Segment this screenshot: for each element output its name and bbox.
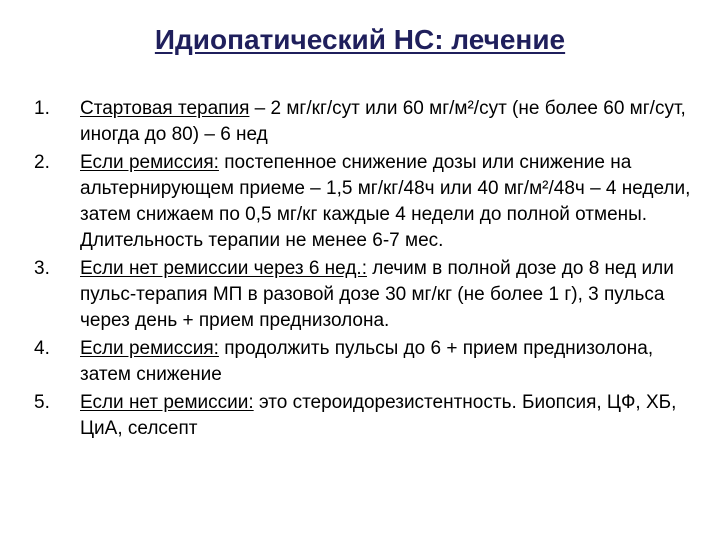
page-title xyxy=(0,24,720,56)
treatment-list xyxy=(34,96,694,444)
item-body xyxy=(80,390,694,442)
item-body xyxy=(80,256,694,334)
list-item xyxy=(34,336,694,388)
item-lead: Стартовая терапия xyxy=(80,98,250,119)
item-body xyxy=(80,150,694,254)
item-number: 5. xyxy=(34,392,50,413)
item-number: 2. xyxy=(34,152,50,173)
item-text: лечим в полной дозе до 8 нед или пульс-терапия МП в разовой дозе 30 мг/кг (не более 1 г), 3 пульса через день + прием преднизолона. xyxy=(80,258,674,331)
item-text: постепенное снижение дозы или снижение на альтернирующем приеме – 1,5 мг/кг/48ч или 40 мг/м²/48ч – 4 недели, затем снижаем по 0,5 мг/кг каждые 4 недели до полной отмены. Длительность терапии не менее 6-7 мес. xyxy=(80,152,691,251)
item-text: продолжить пульсы до 6 + прием преднизолона, затем снижение xyxy=(80,338,654,385)
item-lead: Если нет ремиссии через 6 нед.: xyxy=(80,258,367,279)
item-lead: Если ремиссия: xyxy=(80,338,219,359)
item-body xyxy=(80,336,694,388)
list-item xyxy=(34,150,694,254)
list-item xyxy=(34,390,694,442)
item-lead: Если ремиссия: xyxy=(80,152,219,173)
item-number: 3. xyxy=(34,258,50,279)
item-number: 4. xyxy=(34,338,50,359)
item-text: – 2 мг/кг/сут или 60 мг/м²/сут (не более 60 мг/сут, иногда до 80) – 6 нед xyxy=(80,98,686,145)
page-title-text: Идиопатический НС: лечение xyxy=(154,24,566,55)
item-number: 1. xyxy=(34,98,50,119)
item-text: это стероидорезистентность. Биопсия, ЦФ, ХБ, ЦиА, селсепт xyxy=(80,392,677,439)
list-item xyxy=(34,256,694,334)
item-lead: Если нет ремиссии: xyxy=(80,392,254,413)
list-item xyxy=(34,96,694,148)
item-body xyxy=(80,96,694,148)
